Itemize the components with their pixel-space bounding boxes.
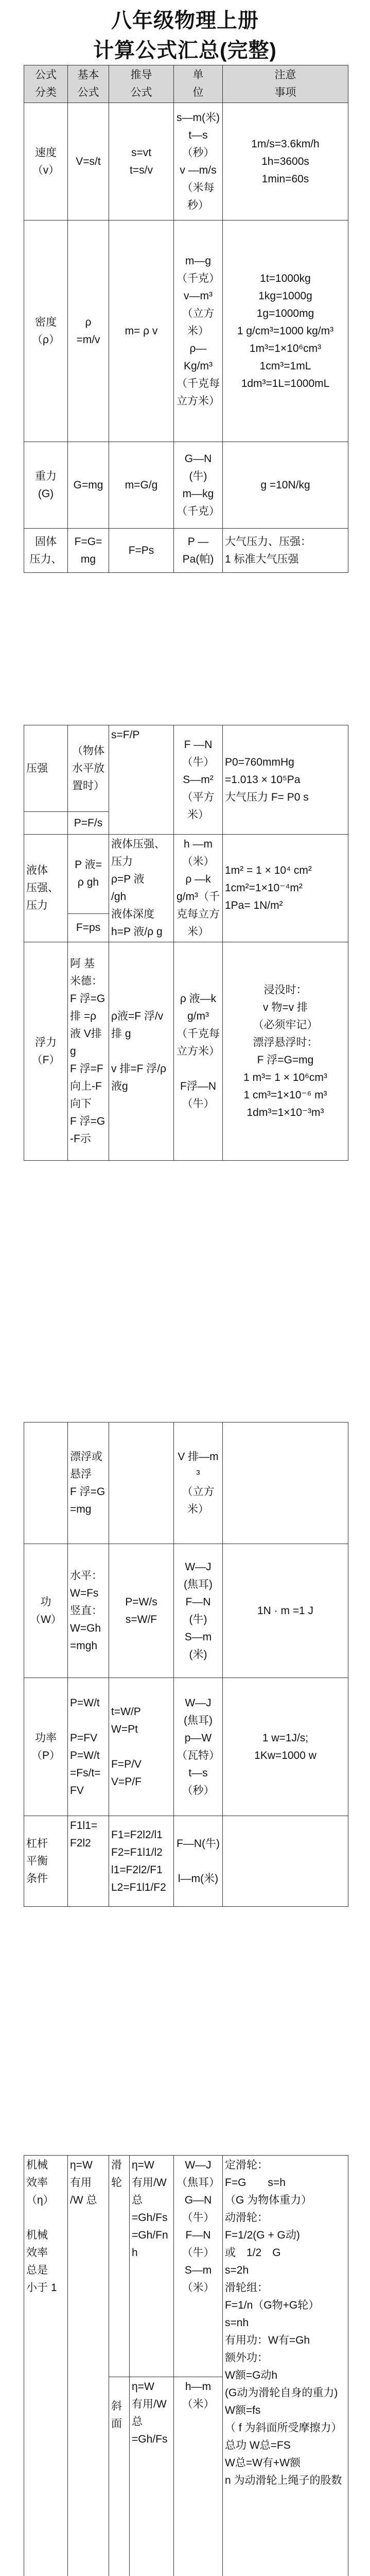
table-row xyxy=(24,1678,348,1816)
subtype-incline: 斜 面 xyxy=(109,2377,130,2576)
notes: 大气压力、压强： 1 标准大气压强 xyxy=(223,529,348,573)
derived-formula: 液体压强、压力 ρ=P 液 /gh 液体深度 h=P 液/ρ g xyxy=(109,835,174,942)
notes: P0=760mmHg =1.013 × 10⁵Pa 大气压力 F= P0 s xyxy=(223,725,348,835)
table-row xyxy=(24,835,348,914)
notes: 1 w=1J/s; 1Kw=1000 w xyxy=(223,1678,348,1816)
basic-formula: η=W 有用 /W 总 xyxy=(68,2156,109,2576)
derived-formula: P=W/s s=W/F xyxy=(109,1544,174,1678)
basic-formula: 水平： W=Fs 竖直： W=Gh =mgh xyxy=(68,1544,109,1678)
notes: 1m² = 1 × 10⁴ cm² 1cm²=1×10⁻⁴m² 1Pa= 1N/m² xyxy=(223,835,348,942)
notes xyxy=(223,1816,348,1907)
notes: 1t=1000kg 1kg=1000g 1g=1000mg 1 g/cm³=1000 kg/m³ 1m³=1×10⁶cm³ 1cm³=1mL 1dm³=1L=1000mL xyxy=(223,221,348,442)
derived-formula: ρ液=F 浮/v 排 g v 排=F 浮/ρ 液g xyxy=(109,942,174,1161)
notes: 1N · m =1 J xyxy=(223,1544,348,1678)
category-pressure: 压强 xyxy=(24,725,68,812)
page-title-line2: 计算公式汇总(完整) xyxy=(93,39,277,62)
table-row xyxy=(24,1544,348,1678)
notes: 浸没时： v 物=v 排 （必须牢记） 漂浮悬浮时： F 浮=G=mg 1 m³= 1 × 10⁶cm³ 1 cm³=1×10⁻⁶ m³ 1dm³=1×10⁻³m³ xyxy=(223,942,348,1161)
basic-formula: ρ =m/v xyxy=(68,221,109,442)
table-row xyxy=(24,529,348,573)
table-row xyxy=(24,2156,348,2377)
derived-formula: η=W 有用/W 总 =Gh/Fs =Gh/Fn h xyxy=(130,2156,174,2377)
basic-formula: P 液= ρ gh xyxy=(68,835,109,914)
header-basic-formula: 基本 公式 xyxy=(68,65,109,103)
category-liquid-pressure: 液体 压强、 压力 xyxy=(24,835,68,942)
category-work: 功 （W） xyxy=(24,1544,68,1678)
derived-formula: m= ρ v xyxy=(109,221,174,442)
formula-table-4 xyxy=(24,2155,348,2576)
basic-formula: F1l1= F2l2 xyxy=(68,1816,109,1907)
notes: 1m/s=3.6km/h 1h=3600s 1min=60s xyxy=(223,103,348,221)
unit: h—m （米） xyxy=(174,2377,223,2576)
unit: F—N(牛) l—m(米) xyxy=(174,1816,223,1907)
basic-formula: G=mg xyxy=(68,442,109,529)
unit: V 排—m³ （立方米） xyxy=(174,1422,223,1544)
derived-formula: t=W/P W=Pt F=P/V V=P/F xyxy=(109,1678,174,1816)
unit: W—J （焦耳） G—N （牛） F—N （牛） S—m （米） xyxy=(174,2156,223,2377)
category-gravity: 重力 (G) xyxy=(24,442,68,529)
page-title-line1: 八年级物理上册 xyxy=(111,9,259,32)
table-row xyxy=(24,1422,348,1544)
derived-formula: F1=F2l2/l1 F2=F1l1/l2 l1=F2l2/F1 L2=F1l1/F2 xyxy=(109,1816,174,1907)
unit: W—J (焦耳) F—N (牛) S—m (米) xyxy=(174,1544,223,1678)
derived-formula: s=F/P xyxy=(109,725,174,835)
unit: s—m(米) t—s（秒） v —m/s（米每秒） xyxy=(174,103,223,221)
table-row xyxy=(24,1816,348,1907)
notes: g =10N/kg xyxy=(223,442,348,529)
basic-formula: 漂浮或悬浮 F 浮=G=mg xyxy=(68,1422,109,1544)
basic-formula: P=F/s xyxy=(68,812,109,835)
basic-formula: （物体水平放置时） xyxy=(68,725,109,812)
basic-formula: V=s/t xyxy=(68,103,109,221)
unit: W—J (焦耳) p—W （瓦特） t—s （秒） xyxy=(174,1678,223,1816)
header-derived-formula: 推导 公式 xyxy=(109,65,174,103)
header-category: 公式 分类 xyxy=(24,65,68,103)
formula-table-1 xyxy=(24,65,348,573)
category-efficiency: 机械 效率 （η） 机械 效率 总是 小于 1 xyxy=(24,2156,68,2576)
category-lever: 杠杆 平衡 条件 xyxy=(24,1816,68,1907)
category-buoyancy: 浮力 （F） xyxy=(24,942,68,1161)
formula-table-2 xyxy=(24,725,348,1161)
basic-formula: P=W/t P=FV P=W/t =Fs/t= FV xyxy=(68,1678,109,1816)
unit: G—N (牛) m—kg （千克） xyxy=(174,442,223,529)
unit: h —m （米） ρ —k g/m³（千克每立方米） xyxy=(174,835,223,942)
table-row xyxy=(24,942,348,1161)
category-solid-pressure: 固体 压力、 xyxy=(24,529,68,573)
basic-formula: F=ps xyxy=(68,913,109,942)
derived-formula: η=W 有用/W 总 =Gh/Fs xyxy=(130,2377,174,2576)
table-row xyxy=(24,221,348,442)
header-notes: 注意 事项 xyxy=(223,65,348,103)
table-row xyxy=(24,725,348,812)
formula-table-3 xyxy=(24,1422,348,1907)
header-unit: 单 位 xyxy=(174,65,223,103)
basic-formula: F=G= mg xyxy=(68,529,109,573)
unit: P — Pa(帕) xyxy=(174,529,223,573)
derived-formula: s=vt t=s/v xyxy=(109,103,174,221)
category-density: 密度 （ρ） xyxy=(24,221,68,442)
subtype-pulley: 滑 轮 xyxy=(109,2156,130,2377)
basic-formula: 阿 基 米德： F 浮=G 排 =ρ 液 V排g F 浮=F 向上-F 向下 F 浮=G-F示 xyxy=(68,942,109,1161)
notes: 定滑轮： F=G s=h （G 为物体重力） 动滑轮： F=1/2(G + G动) 或 1/2 G s=2h 滑轮组： F=1/n（G物+G轮） s=nh 有用功：W有=Gh 额外功： W额=G动h (G动为滑轮自身的重力) W额=fs （ f 为斜面所受摩擦力） 总功 W总=FS W总=W有+W额 n 为动滑轮上绳子的股数 xyxy=(223,2156,348,2576)
table-row xyxy=(24,103,348,221)
derived-formula: F=Ps xyxy=(109,529,174,573)
unit: m—g （千克） v—m³ （立方米） ρ— Kg/m³ （千克每立方米） xyxy=(174,221,223,442)
category-power: 功率 （P） xyxy=(24,1678,68,1816)
unit: ρ 液—k g/m³ （千克每立方米） F浮—N （牛） xyxy=(174,942,223,1161)
table-row xyxy=(24,442,348,529)
category-speed: 速度 （v） xyxy=(24,103,68,221)
unit: F —N （牛） S—m² （平方米） xyxy=(174,725,223,835)
derived-formula: m=G/g xyxy=(109,442,174,529)
table-header-row xyxy=(24,65,348,103)
